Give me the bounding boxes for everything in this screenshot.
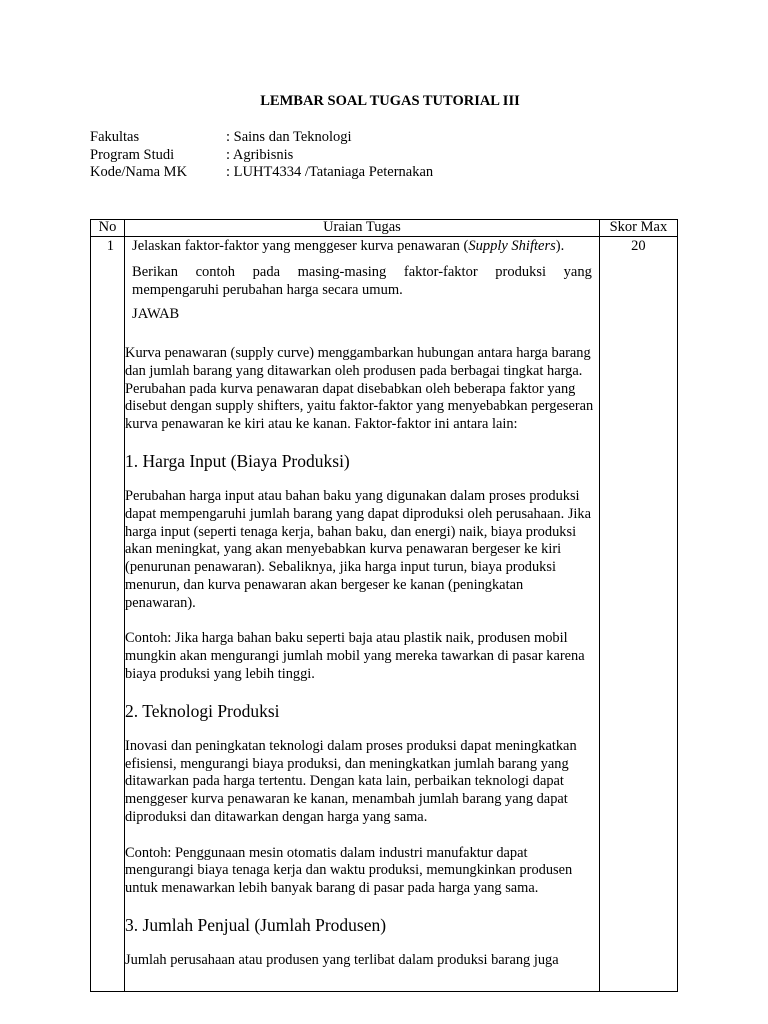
meta-label: Program Studi bbox=[90, 146, 175, 163]
section-2-body: Inovasi dan peningkatan teknologi dalam proses produksi dapat meningkatkan efisiensi, mengurangi biaya produksi, dan meningkatkan jumlah barang yang ditawarkan pada harga tertentu. Dengan kata lain, perbaikan teknologi dapat menggeser kurva penawaran ke kanan, menambah jumlah barang yang dapat diproduksi dan ditawarkan dengan harga yang sama. bbox=[125, 737, 577, 825]
question-2: Berikan contoh pada masing-masing faktor-faktor produksi yang mempengaruhi perubahan harga secara umum. bbox=[132, 264, 592, 298]
meta-row-fakultas bbox=[90, 129, 433, 147]
header-no: No bbox=[91, 220, 125, 237]
section-heading-1: 1. Harga Input (Biaya Produksi) bbox=[125, 450, 350, 471]
table-header-row bbox=[91, 220, 678, 237]
meta-value: : Agribisnis bbox=[226, 146, 294, 163]
question-1 bbox=[125, 237, 599, 255]
answer bbox=[125, 345, 599, 970]
task-description bbox=[125, 237, 600, 992]
question-1-italic: Supply Shifters bbox=[468, 238, 556, 254]
document-title: LEMBAR SOAL TUGAS TUTORIAL III bbox=[260, 93, 520, 109]
section-1-example: Contoh: Jika harga bahan baku seperti baja atau plastik naik, produsen mobil mungkin akan mengurangi jumlah mobil yang mereka tawarkan di pasar karena biaya produksi yang lebih tinggi. bbox=[125, 630, 585, 682]
meta-value: : Sains dan Teknologi bbox=[226, 129, 352, 145]
section-3-body: Jumlah perusahaan atau produsen yang terlibat dalam produksi barang juga bbox=[125, 951, 559, 968]
header-skor: Skor Max bbox=[599, 220, 677, 237]
jawab-label: JAWAB bbox=[132, 306, 180, 322]
task-table bbox=[90, 219, 678, 992]
question-1-prefix: Jelaskan faktor-faktor yang menggeser kurva penawaran ( bbox=[132, 238, 469, 254]
question-1-suffix: ). bbox=[555, 238, 565, 254]
section-heading-3: 3. Jumlah Penjual (Jumlah Produsen) bbox=[125, 914, 387, 935]
section-1-body: Perubahan harga input atau bahan baku yang digunakan dalam proses produksi dapat mempengaruhi jumlah barang yang dapat diproduksi oleh perusahaan. Jika harga input (seperti tenaga kerja, bahan baku, dan energi) naik, biaya produksi akan meningkat, yang akan menyebabkan kurva penawaran bergeser ke kiri (penurunan penawaran). Sebaliknya, jika harga input turun, biaya produksi menurun, dan kurva penawaran akan bergeser ke kanan (peningkatan penawaran). bbox=[125, 487, 591, 611]
meta-row-kode-mk bbox=[90, 164, 433, 182]
meta-label: Kode/Nama MK bbox=[90, 164, 188, 180]
meta-row-program-studi bbox=[90, 147, 433, 165]
meta-label: Fakultas bbox=[90, 129, 140, 145]
section-heading-2: 2. Teknologi Produksi bbox=[125, 700, 280, 721]
meta-value: : LUHT4334 /Tataniaga Peternakan bbox=[226, 164, 434, 180]
table-row bbox=[91, 237, 678, 992]
section-2-example: Contoh: Penggunaan mesin otomatis dalam industri manufaktur dapat mengurangi biaya tenaga kerja dan waktu produksi, memungkinkan produsen untuk menawarkan lebih banyak barang di pasar pada harga yang sama. bbox=[125, 844, 573, 897]
answer-intro: Kurva penawaran (supply curve) menggambarkan hubungan antara harga barang dan jumlah barang yang ditawarkan oleh produsen pada berbagai tingkat harga. Perubahan pada kurva penawaran dapat disebabkan oleh beberapa faktor yang disebut dengan supply shifters, yaitu faktor-faktor yang menyebabkan pergeseran kurva penawaran ke kiri atau ke kanan. Faktor-faktor ini antara lain: bbox=[125, 345, 594, 433]
row-number: 1 bbox=[91, 237, 125, 992]
course-info bbox=[90, 129, 433, 182]
header-uraian: Uraian Tugas bbox=[125, 220, 600, 237]
max-score: 20 bbox=[599, 237, 677, 992]
